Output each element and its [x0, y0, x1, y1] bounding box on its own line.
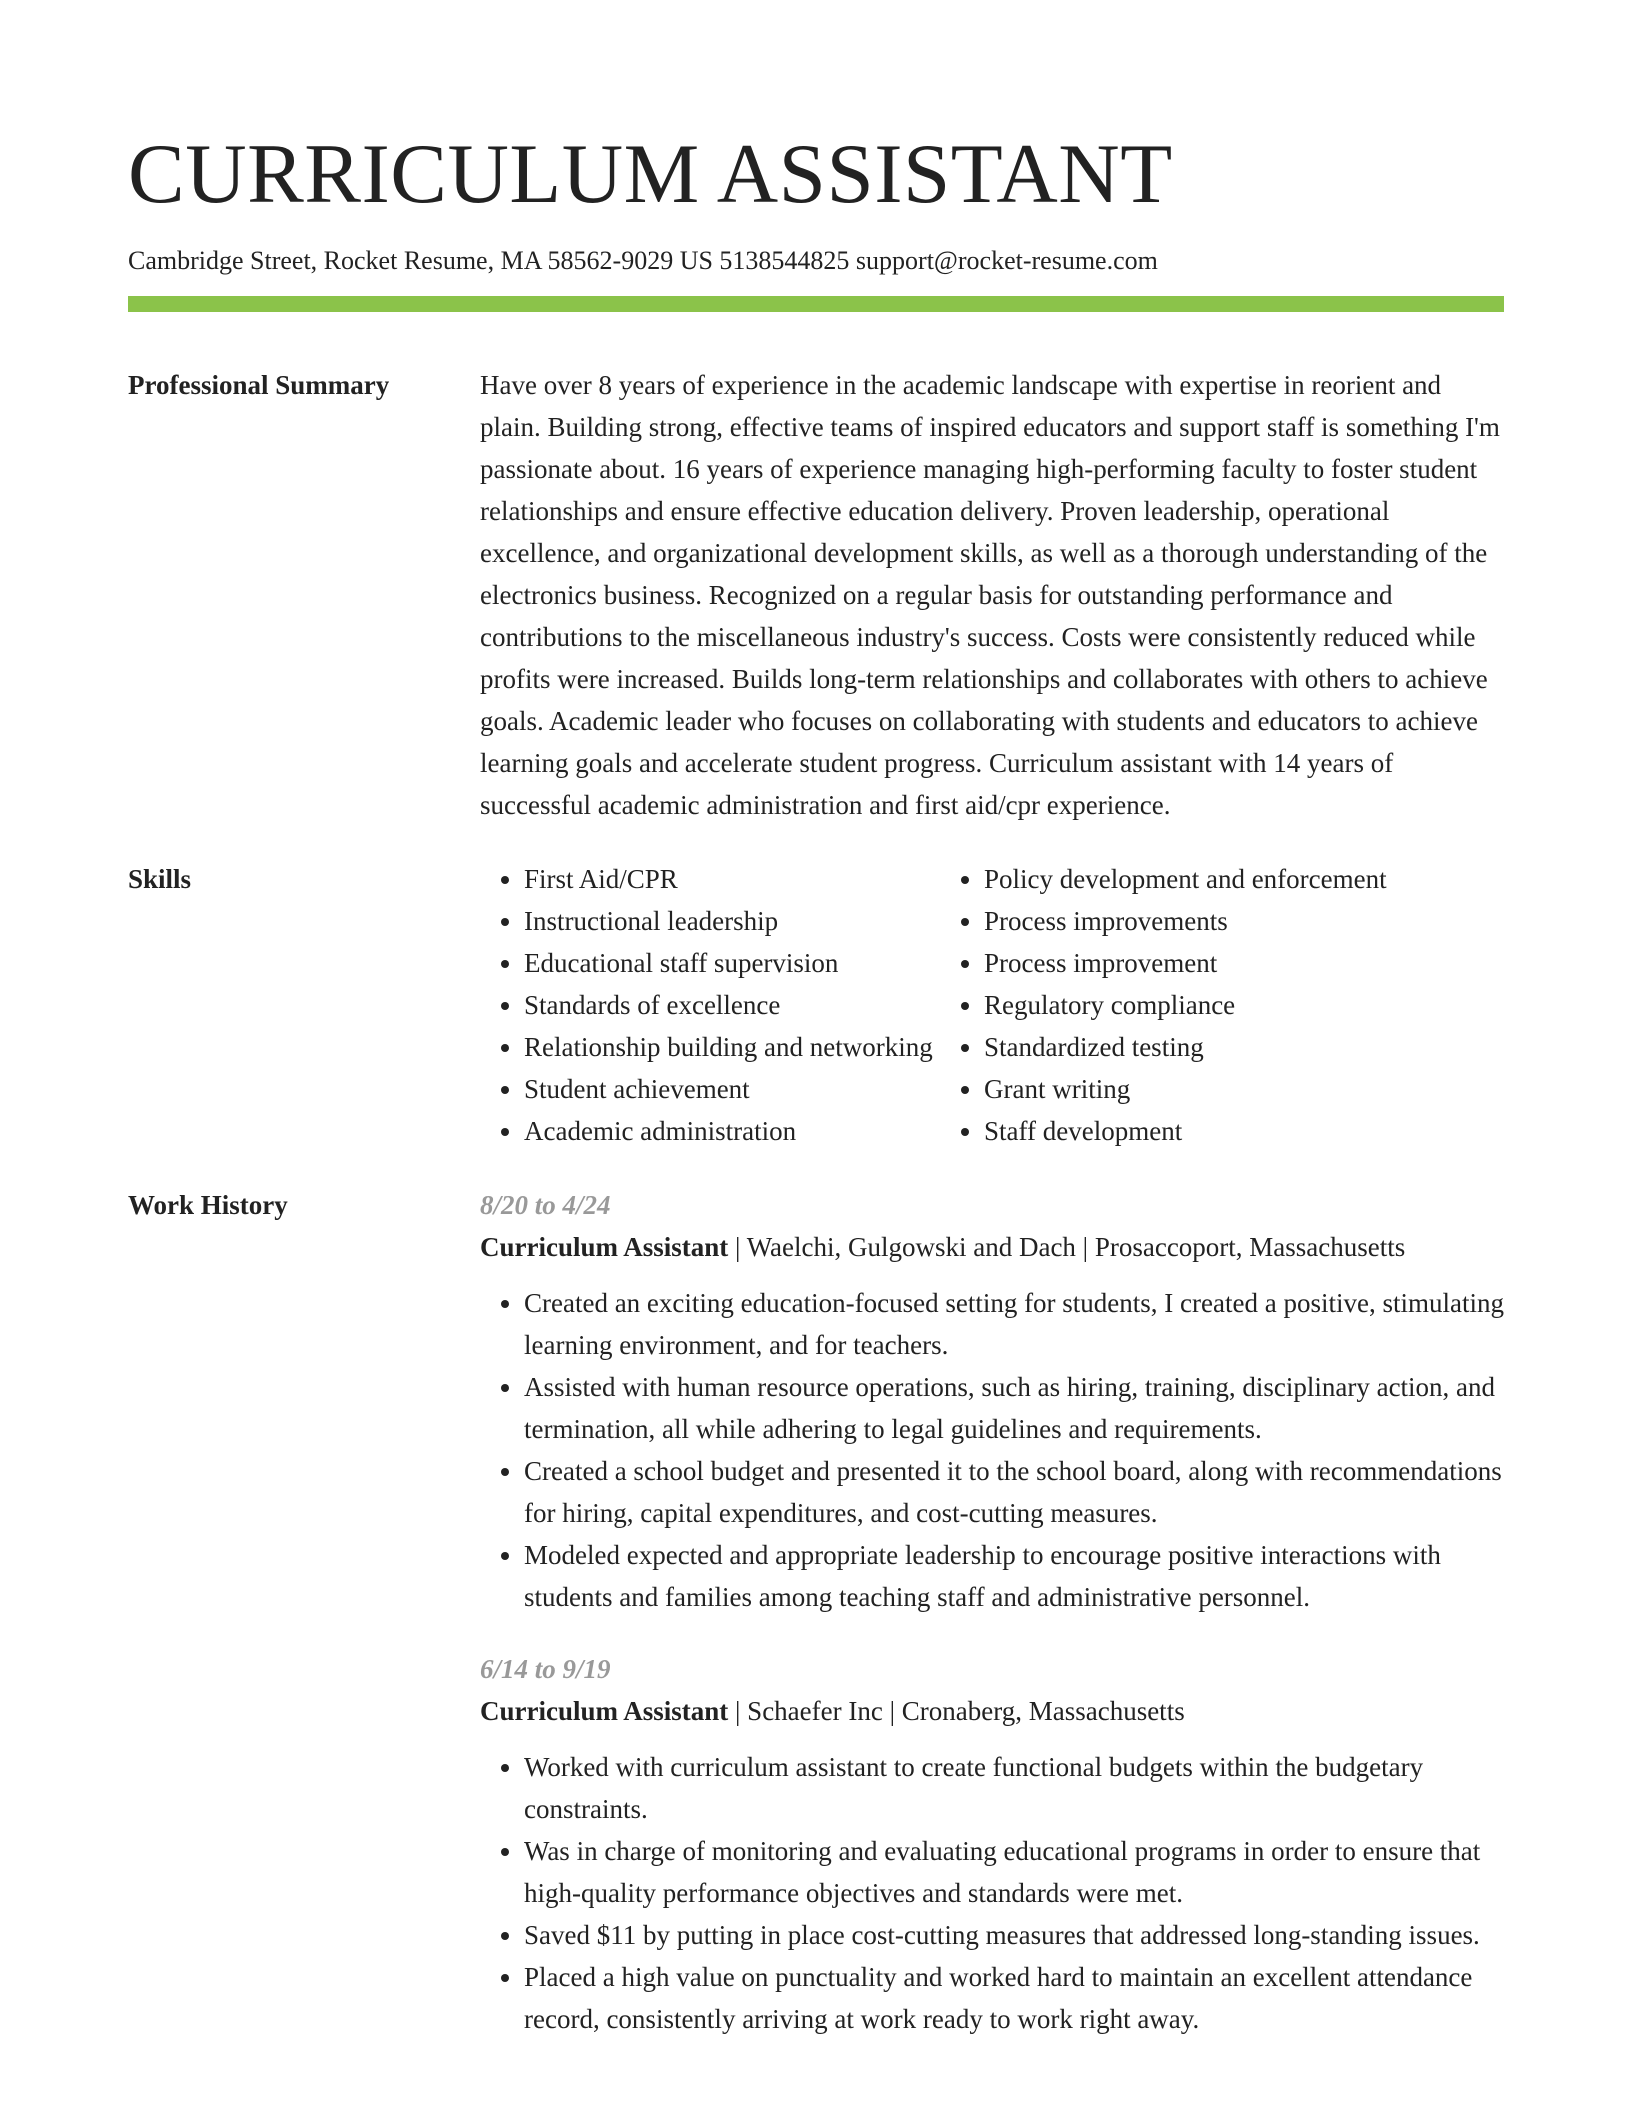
section-professional-summary: [128, 364, 1504, 826]
section-label: Professional Summary: [128, 370, 390, 401]
job-bullet: • Placed a high value on punctuality and worked hard to maintain an excellent attendance record, consistently arriving at work ready to work right away.: [524, 1956, 1504, 2040]
skill-item: • Educational staff supervision: [524, 942, 940, 984]
summary-text: Have over 8 years of experience in the academic landscape with expertise in reorient and plain. Building strong, effective teams of inspired educators and support staff is something I'm passionate about. 16 years of experience managing high-performing faculty to foster student relationships and ensure effective education delivery. Proven leadership, operational excellence, and organizational development skills, as well as a thorough understanding of the electronics business. Recognized on a regular basis for outstanding performance and contributions to the miscellaneous industry's success. Costs were consistently reduced while profits were increased. Builds long-term relationships and collaborates with others to achieve goals. Academic leader who focuses on collaborating with students and educators to achieve learning goals and accelerate student progress. Curriculum assistant with 14 years of successful academic administration and first aid/cpr experience.: [480, 370, 1500, 821]
job-bullet: • Was in charge of monitoring and evaluating educational programs in order to ensure that high-quality performance objectives and standards were met.: [524, 1830, 1504, 1914]
job-entry: [480, 1184, 1504, 1618]
skill-item: • Student achievement: [524, 1068, 940, 1110]
skill-item: • Process improvements: [984, 900, 1504, 942]
skill-item: • Standards of excellence: [524, 984, 940, 1026]
job-employer-location: | Schaefer Inc | Cronaberg, Massachusetts: [728, 1696, 1185, 1727]
skills-columns: [480, 858, 1504, 1152]
job-bullet: • Created an exciting education-focused setting for students, I created a positive, stimulating learning environment, and for teachers.: [524, 1282, 1504, 1366]
job-entry: [480, 1648, 1504, 2040]
skill-item: • Staff development: [984, 1110, 1504, 1152]
section-label: Work History: [128, 1190, 288, 1221]
job-employer-location: | Waelchi, Gulgowski and Dach | Prosaccoport, Massachusetts: [728, 1232, 1406, 1263]
job-title-line: [480, 1690, 1504, 1732]
section-work-history: [128, 1184, 1504, 2070]
skills-list-left: [480, 858, 940, 1152]
skill-item: • Standardized testing: [984, 1026, 1504, 1068]
skill-item: • Academic administration: [524, 1110, 940, 1152]
job-bullets: [480, 1746, 1504, 2040]
skills-body: [480, 858, 1504, 1152]
skill-item: • Process improvement: [984, 942, 1504, 984]
skill-item: • Grant writing: [984, 1068, 1504, 1110]
skill-item: • Relationship building and networking: [524, 1026, 940, 1068]
job-title: Curriculum Assistant: [480, 1232, 729, 1263]
skill-item: • Regulatory compliance: [984, 984, 1504, 1026]
job-bullet: • Saved $11 by putting in place cost-cutting measures that addressed long-standing issues.: [524, 1914, 1504, 1956]
job-bullets: [480, 1282, 1504, 1618]
skill-item: • Policy development and enforcement: [984, 858, 1504, 900]
work-history-body: [480, 1184, 1504, 2070]
job-title-line: [480, 1226, 1504, 1268]
skill-item: • Instructional leadership: [524, 900, 940, 942]
skill-item: • First Aid/CPR: [524, 858, 940, 900]
job-bullet: • Created a school budget and presented it to the school board, along with recommendations for hiring, capital expenditures, and cost-cutting measures.: [524, 1450, 1504, 1534]
job-bullet: • Modeled expected and appropriate leadership to encourage positive interactions with students and families among teaching staff and administrative personnel.: [524, 1534, 1504, 1618]
job-title: Curriculum Assistant: [480, 1696, 729, 1727]
skills-list-right: [940, 858, 1504, 1152]
section-label: Skills: [128, 864, 192, 895]
summary-body: [480, 364, 1504, 826]
header-divider: [128, 296, 1504, 312]
job-dates: 8/20 to 4/24: [480, 1190, 611, 1221]
candidate-name: CURRICULUM ASSISTANT: [128, 127, 1173, 221]
job-bullet: • Worked with curriculum assistant to create functional budgets within the budgetary constraints.: [524, 1746, 1504, 1830]
job-dates: 6/14 to 9/19: [480, 1654, 611, 1685]
contact-line: Cambridge Street, Rocket Resume, MA 58562-9029 US 5138544825 support@rocket-resume.com: [128, 246, 1158, 275]
job-bullet: • Assisted with human resource operations, such as hiring, training, disciplinary action, and termination, all while adhering to legal guidelines and requirements.: [524, 1366, 1504, 1450]
resume-header: [128, 127, 1504, 312]
section-skills: [128, 858, 1504, 1152]
